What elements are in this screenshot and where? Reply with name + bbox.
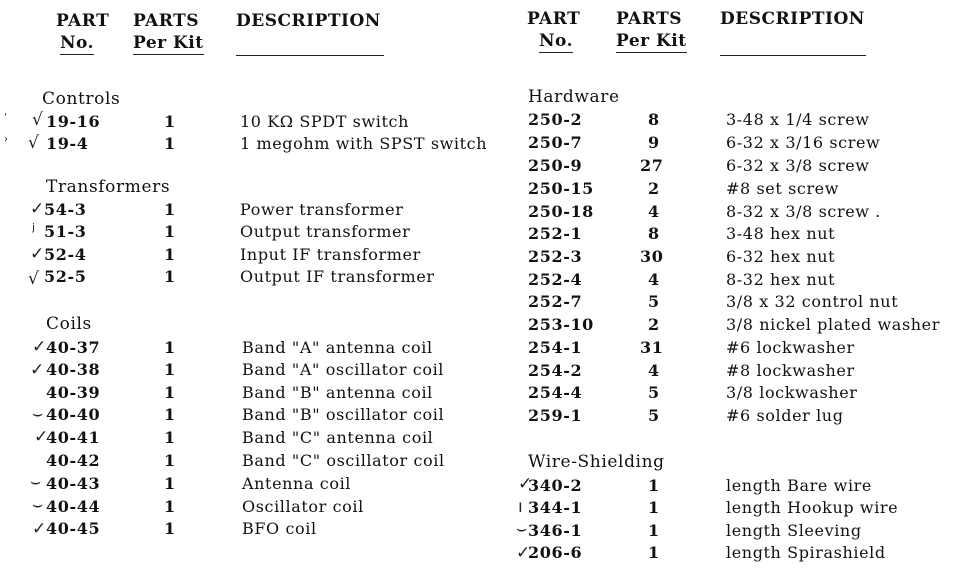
part-description: #8 set screw (726, 179, 840, 198)
checkmark-icon: ✓ (30, 244, 45, 264)
parts-per-kit: 1 (164, 134, 176, 153)
parts-per-kit: 1 (164, 519, 176, 538)
part-number: 206-6 (528, 543, 583, 562)
part-number: 259-1 (528, 406, 583, 425)
part-description: 1 megohm with SPST switch (240, 134, 488, 153)
checkmark-icon: ✓ (516, 543, 531, 563)
part-number: 54-3 (44, 200, 87, 219)
parts-per-kit: 2 (648, 179, 660, 198)
part-number: 40-39 (46, 383, 101, 402)
part-description: 3-48 x 1/4 screw (726, 110, 870, 129)
part-number: 40-45 (46, 519, 101, 538)
parts-per-kit: 1 (164, 497, 176, 516)
part-description: Antenna coil (242, 474, 352, 493)
section-title-hardware: Hardware (528, 87, 620, 107)
parts-per-kit: 1 (648, 476, 660, 495)
part-description: Band "C" oscillator coil (242, 451, 445, 470)
parts-per-kit: 8 (648, 224, 660, 243)
part-number: 344-1 (528, 498, 583, 517)
right-header-part-line2: No. (539, 31, 573, 51)
part-description: 8-32 x 3/8 screw . (726, 202, 881, 221)
part-description: Band "B" antenna coil (242, 383, 433, 402)
part-description: length Hookup wire (726, 498, 899, 517)
parts-per-kit: 1 (164, 222, 176, 241)
left-header-part-line2: No. (60, 33, 94, 53)
part-description: 10 KΩ SPDT switch (240, 112, 409, 131)
right-header-ppk-line2: Per Kit (616, 31, 687, 51)
part-description: Band "C" antenna coil (242, 428, 434, 447)
right-header-desc-label: DESCRIPTION (720, 9, 865, 29)
right-header-ppk (616, 8, 687, 53)
part-description: Output IF transformer (240, 267, 435, 286)
part-number: 252-4 (528, 270, 583, 289)
parts-per-kit: 5 (648, 406, 660, 425)
part-description: #6 solder lug (726, 406, 844, 425)
checkmark-icon: › (4, 134, 8, 145)
part-description: Band "A" oscillator coil (242, 360, 445, 379)
part-number: 252-1 (528, 224, 583, 243)
parts-per-kit: 1 (164, 267, 176, 286)
checkmark-icon: ‘ (4, 112, 8, 123)
parts-per-kit: 1 (164, 338, 176, 357)
part-number: 19-4 (46, 134, 89, 153)
section-title-coils: Coils (46, 314, 92, 334)
parts-per-kit: 1 (164, 245, 176, 264)
right-header-part (527, 8, 580, 53)
part-description: 8-32 hex nut (726, 270, 836, 289)
part-description: #8 lockwasher (726, 361, 855, 380)
left-desc-underline (236, 55, 384, 56)
part-description: 3/8 x 32 control nut (726, 292, 899, 311)
part-description: Oscillator coil (242, 497, 364, 516)
left-header-ppk-line2: Per Kit (133, 33, 204, 53)
part-number: 254-1 (528, 338, 583, 357)
parts-per-kit: 9 (648, 133, 660, 152)
part-number: 51-3 (44, 222, 87, 241)
right-desc-underline (720, 55, 866, 56)
part-number: 252-3 (528, 247, 583, 266)
part-number: 340-2 (528, 476, 583, 495)
part-number: 52-5 (44, 267, 87, 286)
part-number: 250-18 (528, 202, 594, 221)
part-description: length Bare wire (726, 476, 872, 495)
parts-per-kit: 1 (648, 521, 660, 540)
checkmark-icon: √ (32, 110, 43, 130)
part-description: #6 lockwasher (726, 338, 855, 357)
checkmark-icon: √ (28, 133, 39, 153)
parts-per-kit: 1 (164, 360, 176, 379)
checkmark-icon: ✓ (518, 474, 533, 494)
part-number: 250-2 (528, 110, 583, 129)
section-title-controls: Controls (42, 89, 121, 109)
parts-per-kit: 27 (640, 156, 664, 175)
checkmark-icon: √ (28, 269, 39, 289)
parts-per-kit: 30 (640, 247, 664, 266)
left-header-part (56, 10, 109, 55)
parts-per-kit: 1 (648, 543, 660, 562)
checkmark-icon: ⌣ (32, 495, 44, 515)
checkmark-icon: ✓ (32, 337, 47, 357)
parts-per-kit: 5 (648, 292, 660, 311)
part-number: 40-37 (46, 338, 101, 357)
part-number: 346-1 (528, 521, 583, 540)
checkmark-icon: ⌣ (30, 472, 42, 492)
part-number: 40-44 (46, 497, 101, 516)
part-number: 40-40 (46, 405, 101, 424)
right-header-desc (720, 8, 865, 30)
part-number: 250-7 (528, 133, 583, 152)
checkmark-icon: ✓ (32, 519, 47, 539)
part-description: Band "A" antenna coil (242, 338, 433, 357)
part-description: 3/8 lockwasher (726, 383, 858, 402)
part-description: length Sleeving (726, 521, 862, 540)
left-header-ppk-line1: PARTS (133, 11, 199, 31)
part-number: 19-16 (46, 112, 101, 131)
part-number: 40-38 (46, 360, 101, 379)
parts-per-kit: 4 (648, 270, 660, 289)
parts-per-kit: 31 (640, 338, 664, 357)
part-number: 252-7 (528, 292, 583, 311)
parts-per-kit: 1 (164, 474, 176, 493)
parts-per-kit: 2 (648, 315, 660, 334)
checkmark-icon: ✓ (34, 427, 49, 447)
part-description: Output transformer (240, 222, 411, 241)
part-number: 40-43 (46, 474, 101, 493)
part-description: Input IF transformer (240, 245, 421, 264)
part-description: Band "B" oscillator coil (242, 405, 445, 424)
part-description: 6-32 x 3/16 screw (726, 133, 881, 152)
parts-per-kit: 1 (164, 451, 176, 470)
part-description: 3-48 hex nut (726, 224, 836, 243)
section-title-wire-shielding: Wire-Shielding (528, 452, 665, 472)
checkmark-icon: ✓ (30, 199, 45, 219)
right-header-ppk-line1: PARTS (616, 9, 682, 29)
part-number: 250-15 (528, 179, 594, 198)
checkmark-icon: ı (518, 497, 523, 517)
parts-per-kit: 4 (648, 361, 660, 380)
part-number: 40-41 (46, 428, 101, 447)
part-number: 253-10 (528, 315, 594, 334)
parts-per-kit: 1 (648, 498, 660, 517)
checkmark-icon: ʲ (32, 221, 35, 241)
parts-per-kit: 1 (164, 383, 176, 402)
parts-per-kit: 5 (648, 383, 660, 402)
part-description: Power transformer (240, 200, 404, 219)
left-header-desc-label: DESCRIPTION (236, 11, 381, 31)
parts-per-kit: 4 (648, 202, 660, 221)
parts-per-kit: 1 (164, 200, 176, 219)
part-description: length Spirashield (726, 543, 886, 562)
section-title-transformers: Transformers (46, 177, 171, 197)
part-number: 254-2 (528, 361, 583, 380)
part-number: 250-9 (528, 156, 583, 175)
part-description: 6-32 hex nut (726, 247, 836, 266)
right-header-part-line1: PART (527, 9, 581, 29)
checkmark-icon: ⌣ (516, 519, 528, 539)
parts-per-kit: 1 (164, 405, 176, 424)
left-header-part-line1: PART (56, 11, 110, 31)
part-number: 40-42 (46, 451, 101, 470)
part-description: 6-32 x 3/8 screw (726, 156, 870, 175)
left-header-desc (236, 10, 381, 32)
parts-per-kit: 8 (648, 110, 660, 129)
part-number: 52-4 (44, 245, 87, 264)
checkmark-icon: ⌣ (32, 404, 44, 424)
checkmark-icon: ✓ (30, 360, 45, 380)
parts-per-kit: 1 (164, 112, 176, 131)
part-description: BFO coil (242, 519, 317, 538)
part-number: 254-4 (528, 383, 583, 402)
left-header-ppk (133, 10, 204, 55)
parts-per-kit: 1 (164, 428, 176, 447)
part-description: 3/8 nickel plated washer (726, 315, 940, 334)
